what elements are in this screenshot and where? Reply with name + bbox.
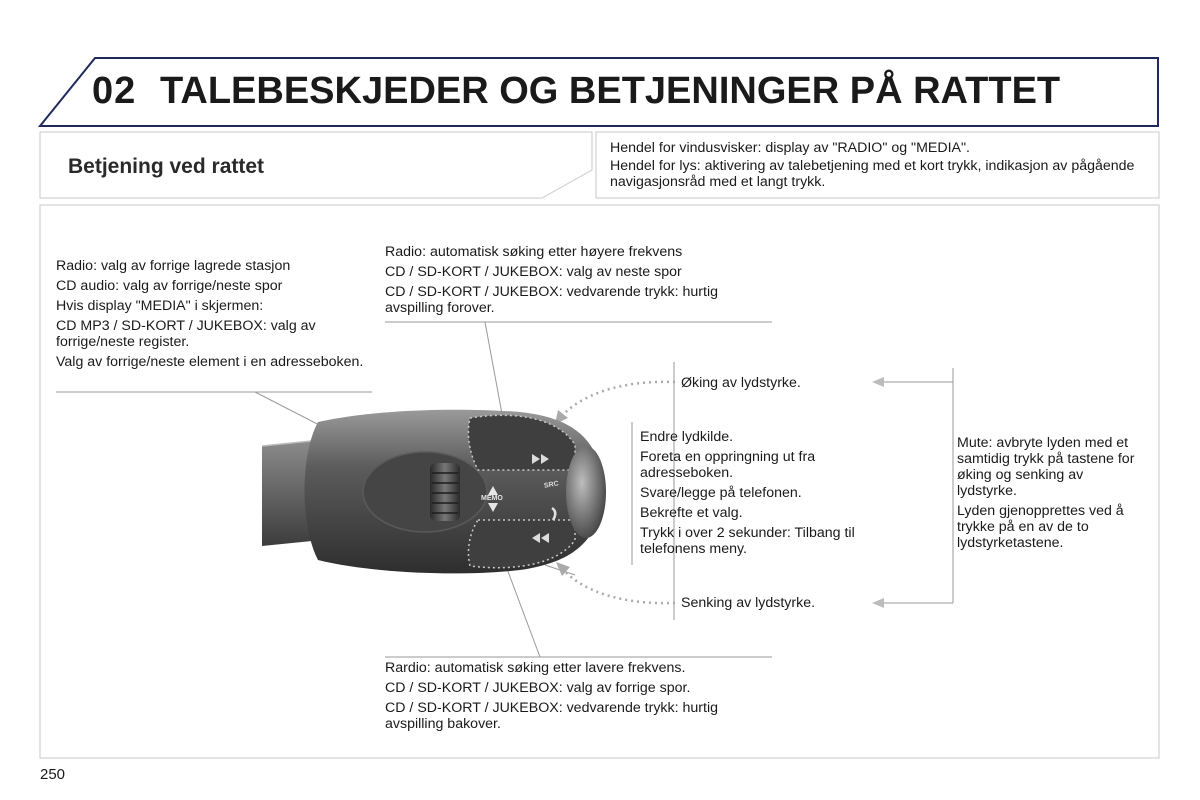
- left-callout-line: Radio: valg av forrige lagrede stasjon: [56, 258, 291, 274]
- arrow-volume-up-icon: [872, 377, 884, 387]
- bottom-callout: [385, 660, 765, 736]
- left-callout-line: Hvis display "MEDIA" i skjermen:: [56, 298, 264, 314]
- left-callout: [56, 258, 366, 374]
- wiper-lever-text: Hendel for vindusvisker: display av "RADIO" og "MEDIA".: [610, 140, 970, 156]
- bottom-callout-line: Rardio: automatisk søking etter lavere frekvens.: [385, 660, 686, 676]
- left-callout-line: Valg av forrige/neste element i en adresseboken.: [56, 354, 364, 370]
- previous-track-button: [468, 520, 575, 568]
- left-callout-line: CD audio: valg av forrige/neste spor: [56, 278, 283, 294]
- right-callout-line: Lyden gjenopprettes ved å trykke på en av de to lydstyrketastene.: [957, 503, 1124, 551]
- end-cap-button: [566, 446, 606, 538]
- top-callout-line: CD / SD-KORT / JUKEBOX: vedvarende trykk: hurtig avspilling forover.: [385, 284, 718, 316]
- right-callout-line: Mute: avbryte lyden med et samtidig trykk på tastene for øking og senking av lydstyrke.: [957, 435, 1135, 499]
- chapter-number: 02: [92, 70, 137, 112]
- page-number: 250: [40, 766, 66, 783]
- center-callout-line: Bekrefte et valg.: [640, 505, 743, 521]
- volume-up-label: Øking av lydstyrke.: [681, 375, 801, 391]
- memo-label: MEMO: [481, 495, 503, 502]
- steering-stalk: [262, 410, 606, 574]
- center-callout-line: Endre lydkilde.: [640, 429, 734, 445]
- top-callout: [385, 244, 765, 320]
- dotted-arrow-down: [562, 568, 675, 603]
- top-callout-line: Radio: automatisk søking etter høyere frekvens: [385, 244, 683, 260]
- top-callout-line: CD / SD-KORT / JUKEBOX: valg av neste spor: [385, 264, 682, 280]
- center-callout: [640, 429, 895, 561]
- center-callout-line: Trykk i over 2 sekunder: Tilbang til telefonens meny.: [640, 525, 855, 557]
- bottom-callout-line: CD / SD-KORT / JUKEBOX: valg av forrige spor.: [385, 680, 691, 696]
- right-callout: [957, 435, 1142, 555]
- dotted-arrow-up: [560, 382, 675, 418]
- bottom-callout-line: CD / SD-KORT / JUKEBOX: vedvarende trykk: hurtig avspilling bakover.: [385, 700, 718, 732]
- center-callout-line: Foreta en oppringning ut fra adresseboken.: [640, 449, 816, 481]
- light-lever-text: Hendel for lys: aktivering av talebetjening med et kort trykk, indikasjon av pågående navigasjonsråd med et langt trykk.: [610, 158, 1135, 190]
- left-callout-line: CD MP3 / SD-KORT / JUKEBOX: valg av forrige/neste register.: [56, 318, 316, 350]
- src-label: SRC: [543, 480, 560, 490]
- section-title: Betjening ved rattet: [68, 155, 265, 178]
- arrow-volume-down-icon: [872, 598, 884, 608]
- chapter-title: TALEBESKJEDER OG BETJENINGER PÅ RATTET: [160, 70, 1061, 112]
- volume-down-label: Senking av lydstyrke.: [681, 595, 816, 611]
- center-callout-line: Svare/legge på telefonen.: [640, 485, 802, 501]
